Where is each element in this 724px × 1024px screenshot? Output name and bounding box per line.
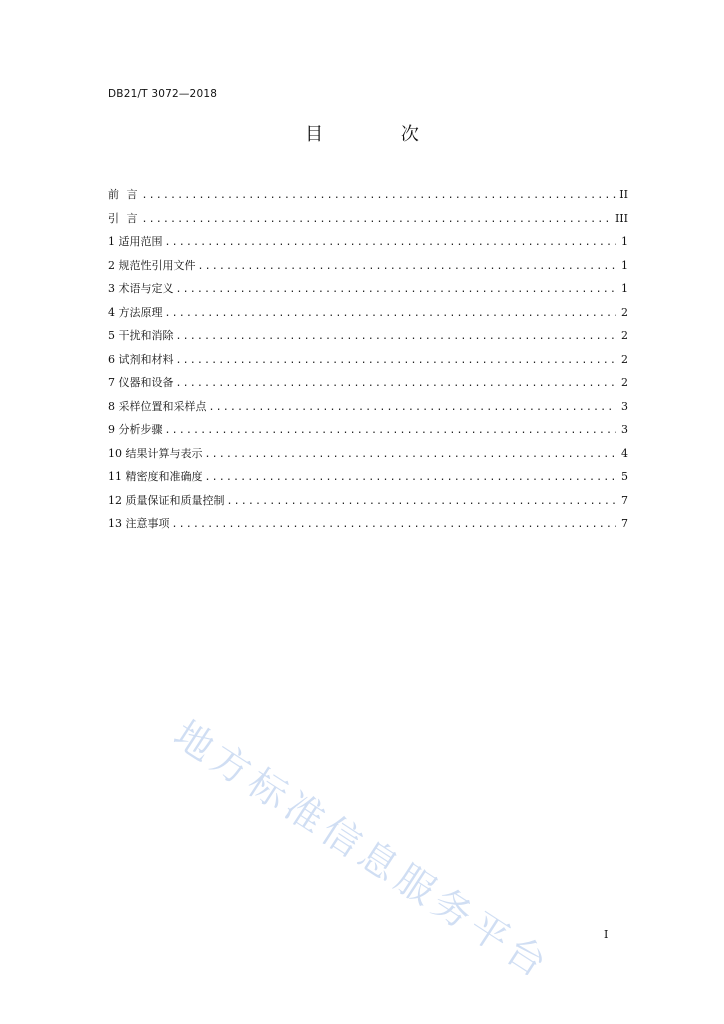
toc-entry-label: 9 分析步骤 <box>108 423 163 436</box>
toc-entry-label: 引 言 <box>108 211 140 225</box>
toc-entry-9[interactable] <box>108 421 628 445</box>
toc-entry-page: 3 <box>621 399 628 413</box>
toc-dot-leader <box>165 425 617 436</box>
toc-entry-page: 7 <box>621 493 628 507</box>
toc-dot-leader <box>165 308 617 319</box>
toc-dot-leader <box>205 449 617 460</box>
table-of-contents <box>108 186 628 539</box>
toc-entry-page: 5 <box>621 470 628 483</box>
toc-entry-2[interactable] <box>108 257 628 281</box>
toc-entry-5[interactable] <box>108 327 628 351</box>
toc-entry-page: 1 <box>621 235 628 248</box>
toc-entry-4[interactable] <box>108 304 628 328</box>
toc-dot-leader <box>209 402 617 413</box>
toc-entry-11[interactable] <box>108 468 628 492</box>
toc-entry-foreword[interactable] <box>108 186 628 210</box>
toc-entry-8[interactable] <box>108 398 628 422</box>
toc-entry-7[interactable] <box>108 374 628 398</box>
toc-entry-label: 10 结果计算与表示 <box>108 446 203 460</box>
toc-dot-leader <box>142 214 613 225</box>
toc-dot-leader <box>142 190 617 201</box>
toc-entry-page: 1 <box>621 258 628 272</box>
toc-dot-leader <box>205 472 617 483</box>
toc-entry-13[interactable] <box>108 515 628 539</box>
toc-entry-page: 2 <box>621 376 628 389</box>
toc-entry-12[interactable] <box>108 492 628 516</box>
toc-entry-label: 13 注意事项 <box>108 517 170 530</box>
toc-entry-label: 前 言 <box>108 188 140 201</box>
toc-dot-leader <box>165 237 617 248</box>
toc-entry-page: 2 <box>621 352 628 366</box>
toc-entry-label: 5 干扰和消除 <box>108 329 174 342</box>
toc-entry-page: 4 <box>621 446 628 460</box>
toc-entry-label: 4 方法原理 <box>108 305 163 319</box>
toc-entry-page: 2 <box>621 329 628 342</box>
page-title: 目 次 <box>305 124 455 145</box>
toc-entry-page: 7 <box>621 517 628 530</box>
toc-dot-leader <box>176 284 617 295</box>
toc-entry-introduction[interactable] <box>108 210 628 234</box>
toc-dot-leader <box>198 261 617 272</box>
watermark: 地方标准信息服务平台 <box>166 711 560 989</box>
toc-entry-label: 11 精密度和准确度 <box>108 470 203 483</box>
toc-dot-leader <box>172 519 617 530</box>
toc-dot-leader <box>227 496 617 507</box>
toc-entry-6[interactable] <box>108 351 628 375</box>
toc-dot-leader <box>176 355 617 366</box>
toc-entry-page: 1 <box>621 282 628 295</box>
toc-entry-label: 1 适用范围 <box>108 235 163 248</box>
toc-entry-10[interactable] <box>108 445 628 469</box>
toc-entry-label: 6 试剂和材料 <box>108 352 174 366</box>
toc-entry-3[interactable] <box>108 280 628 304</box>
toc-entry-label: 3 术语与定义 <box>108 282 174 295</box>
toc-entry-page: 3 <box>621 423 628 436</box>
toc-entry-page: 2 <box>621 305 628 319</box>
toc-entry-label: 8 采样位置和采样点 <box>108 399 207 413</box>
toc-entry-page: II <box>619 188 628 201</box>
toc-dot-leader <box>176 331 617 342</box>
toc-dot-leader <box>176 378 617 389</box>
page-number: I <box>604 928 609 941</box>
toc-entry-1[interactable] <box>108 233 628 257</box>
standard-code: DB21/T 3072—2018 <box>108 88 218 100</box>
toc-entry-label: 2 规范性引用文件 <box>108 258 196 272</box>
toc-entry-page: III <box>614 211 628 225</box>
toc-entry-label: 12 质量保证和质量控制 <box>108 493 225 507</box>
toc-entry-label: 7 仪器和设备 <box>108 376 174 389</box>
